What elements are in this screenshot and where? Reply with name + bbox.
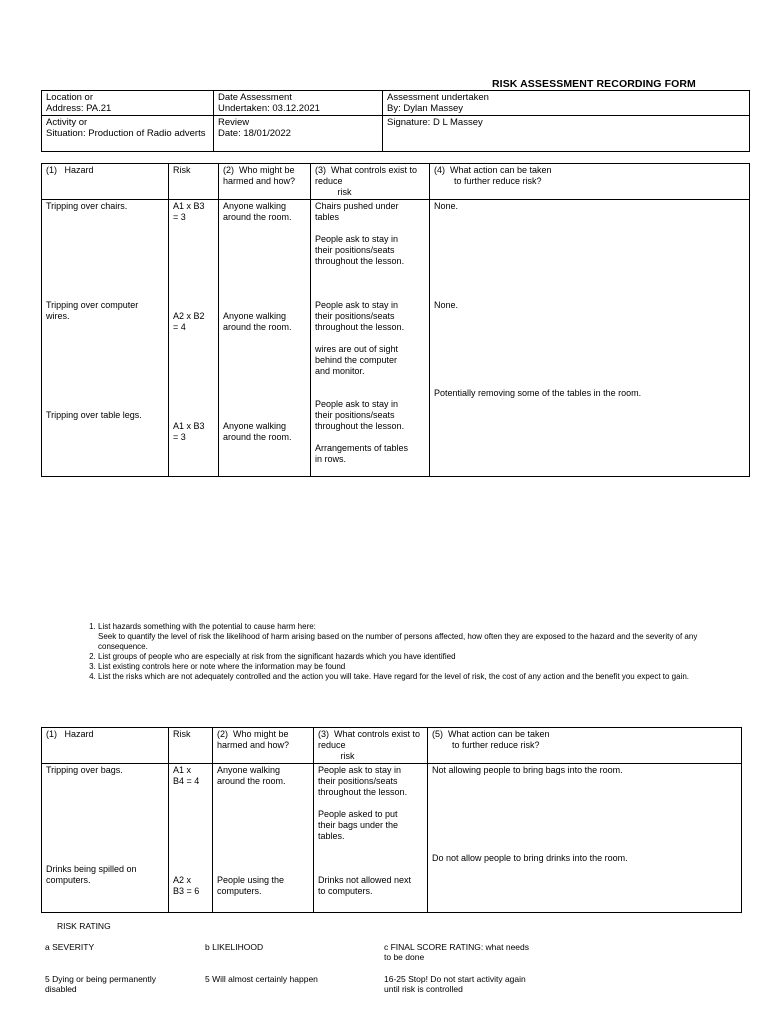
hazard-table-1 bbox=[41, 163, 750, 477]
risks-cell: A1 x B4 = 4 A2 x B3 = 6 bbox=[169, 764, 213, 913]
final-score-1: 16-25 Stop! Do not start activity again until risk is controlled bbox=[384, 974, 526, 994]
header-who: (2) Who might be harmed and how? bbox=[213, 728, 314, 764]
review-value: Date: 18/01/2022 bbox=[218, 128, 291, 139]
who-cell: Anyone walking around the room. People using the computers. bbox=[213, 764, 314, 913]
header-risk: Risk bbox=[169, 164, 219, 200]
date-label: Date Assessment bbox=[218, 92, 292, 103]
form-title: RISK ASSESSMENT RECORDING FORM bbox=[492, 78, 696, 90]
header-actions: (4) What action can be taken to further reduce risk? bbox=[430, 164, 750, 200]
header-controls: (3) What controls exist to reduce risk bbox=[314, 728, 428, 764]
final-score-header: c FINAL SCORE RATING: what needs to be done bbox=[384, 942, 530, 962]
header-risk: Risk bbox=[169, 728, 213, 764]
signature-value: Signature: D L Massey bbox=[387, 117, 483, 128]
undertaken-value: By: Dylan Massey bbox=[387, 103, 464, 114]
assessment-info-table bbox=[41, 90, 750, 152]
header-actions: (5) What action can be taken to further reduce risk? bbox=[428, 728, 742, 764]
controls-cell: Chairs pushed under tables People ask to stay in their positions/seats throughout the lesson. People ask to stay in their positions/seats throughout the lesson. wires are out of sight behind the computer and monitor. People ask to stay in their positions/seats throughout the lesson. Arrangements of tables in rows. bbox=[311, 200, 430, 477]
severity-5: 5 Dying or being permanently disabled bbox=[45, 974, 157, 994]
header-who: (2) Who might be harmed and how? bbox=[219, 164, 311, 200]
header-hazard: (1) Hazard bbox=[42, 728, 169, 764]
date-cell bbox=[214, 91, 383, 116]
severity-header: a SEVERITY bbox=[45, 942, 95, 952]
actions-cell: Not allowing people to bring bags into the room. Do not allow people to bring drinks into the room. bbox=[428, 764, 742, 913]
note-item: 2. List groups of people who are especially at risk from the significant hazards which you have identified bbox=[98, 652, 734, 662]
instructions-list bbox=[84, 622, 734, 682]
hazard-table-2 bbox=[41, 727, 742, 913]
note-item: 4. List the risks which are not adequately controlled and the action you will take. Have regard for the level of risk, the cost of any action and the benefit you expect to gain. bbox=[98, 672, 734, 682]
activity-cell bbox=[42, 116, 214, 152]
location-label: Location or bbox=[46, 92, 94, 103]
who-cell: Anyone walking around the room. Anyone walking around the room. Anyone walking around the room. bbox=[219, 200, 311, 477]
header-hazard: (1) Hazard bbox=[42, 164, 169, 200]
undertaken-label: Assessment undertaken bbox=[387, 92, 489, 103]
activity-value: Situation: Production of Radio adverts bbox=[46, 128, 206, 139]
hazards-cell: Tripping over chairs. Tripping over computer wires. Tripping over table legs. bbox=[42, 200, 169, 477]
hazards-cell: Tripping over bags. Drinks being spilled on computers. bbox=[42, 764, 169, 913]
location-cell bbox=[42, 91, 214, 116]
undertaken-cell bbox=[383, 91, 750, 116]
actions-cell: None. None. Potentially removing some of the tables in the room. bbox=[430, 200, 750, 477]
likelihood-header: b LIKELIHOOD bbox=[205, 942, 264, 952]
note-item: 1. List hazards something with the potential to cause harm here: Seek to quantify the level of risk the likelihood of harm arising based on the number of persons affected, how often they are exposed to the hazard and the severity of any consequence. bbox=[98, 622, 734, 652]
location-value: Address: PA.21 bbox=[46, 103, 112, 114]
risks-cell: A1 x B3 = 3 A2 x B2 = 4 A1 x B3 = 3 bbox=[169, 200, 219, 477]
review-label: Review bbox=[218, 117, 250, 128]
date-value: Undertaken: 03.12.2021 bbox=[218, 103, 320, 114]
review-cell bbox=[214, 116, 383, 152]
controls-cell: People ask to stay in their positions/seats throughout the lesson. People asked to put their bags under the tables. Drinks not allowed next to computers. bbox=[314, 764, 428, 913]
risk-rating-title: RISK RATING bbox=[57, 921, 111, 931]
note-item: 3. List existing controls here or note where the information may be found bbox=[98, 662, 734, 672]
signature-cell bbox=[383, 116, 750, 152]
activity-label: Activity or bbox=[46, 117, 88, 128]
header-controls: (3) What controls exist to reduce risk bbox=[311, 164, 430, 200]
likelihood-5: 5 Will almost certainly happen bbox=[205, 974, 318, 984]
